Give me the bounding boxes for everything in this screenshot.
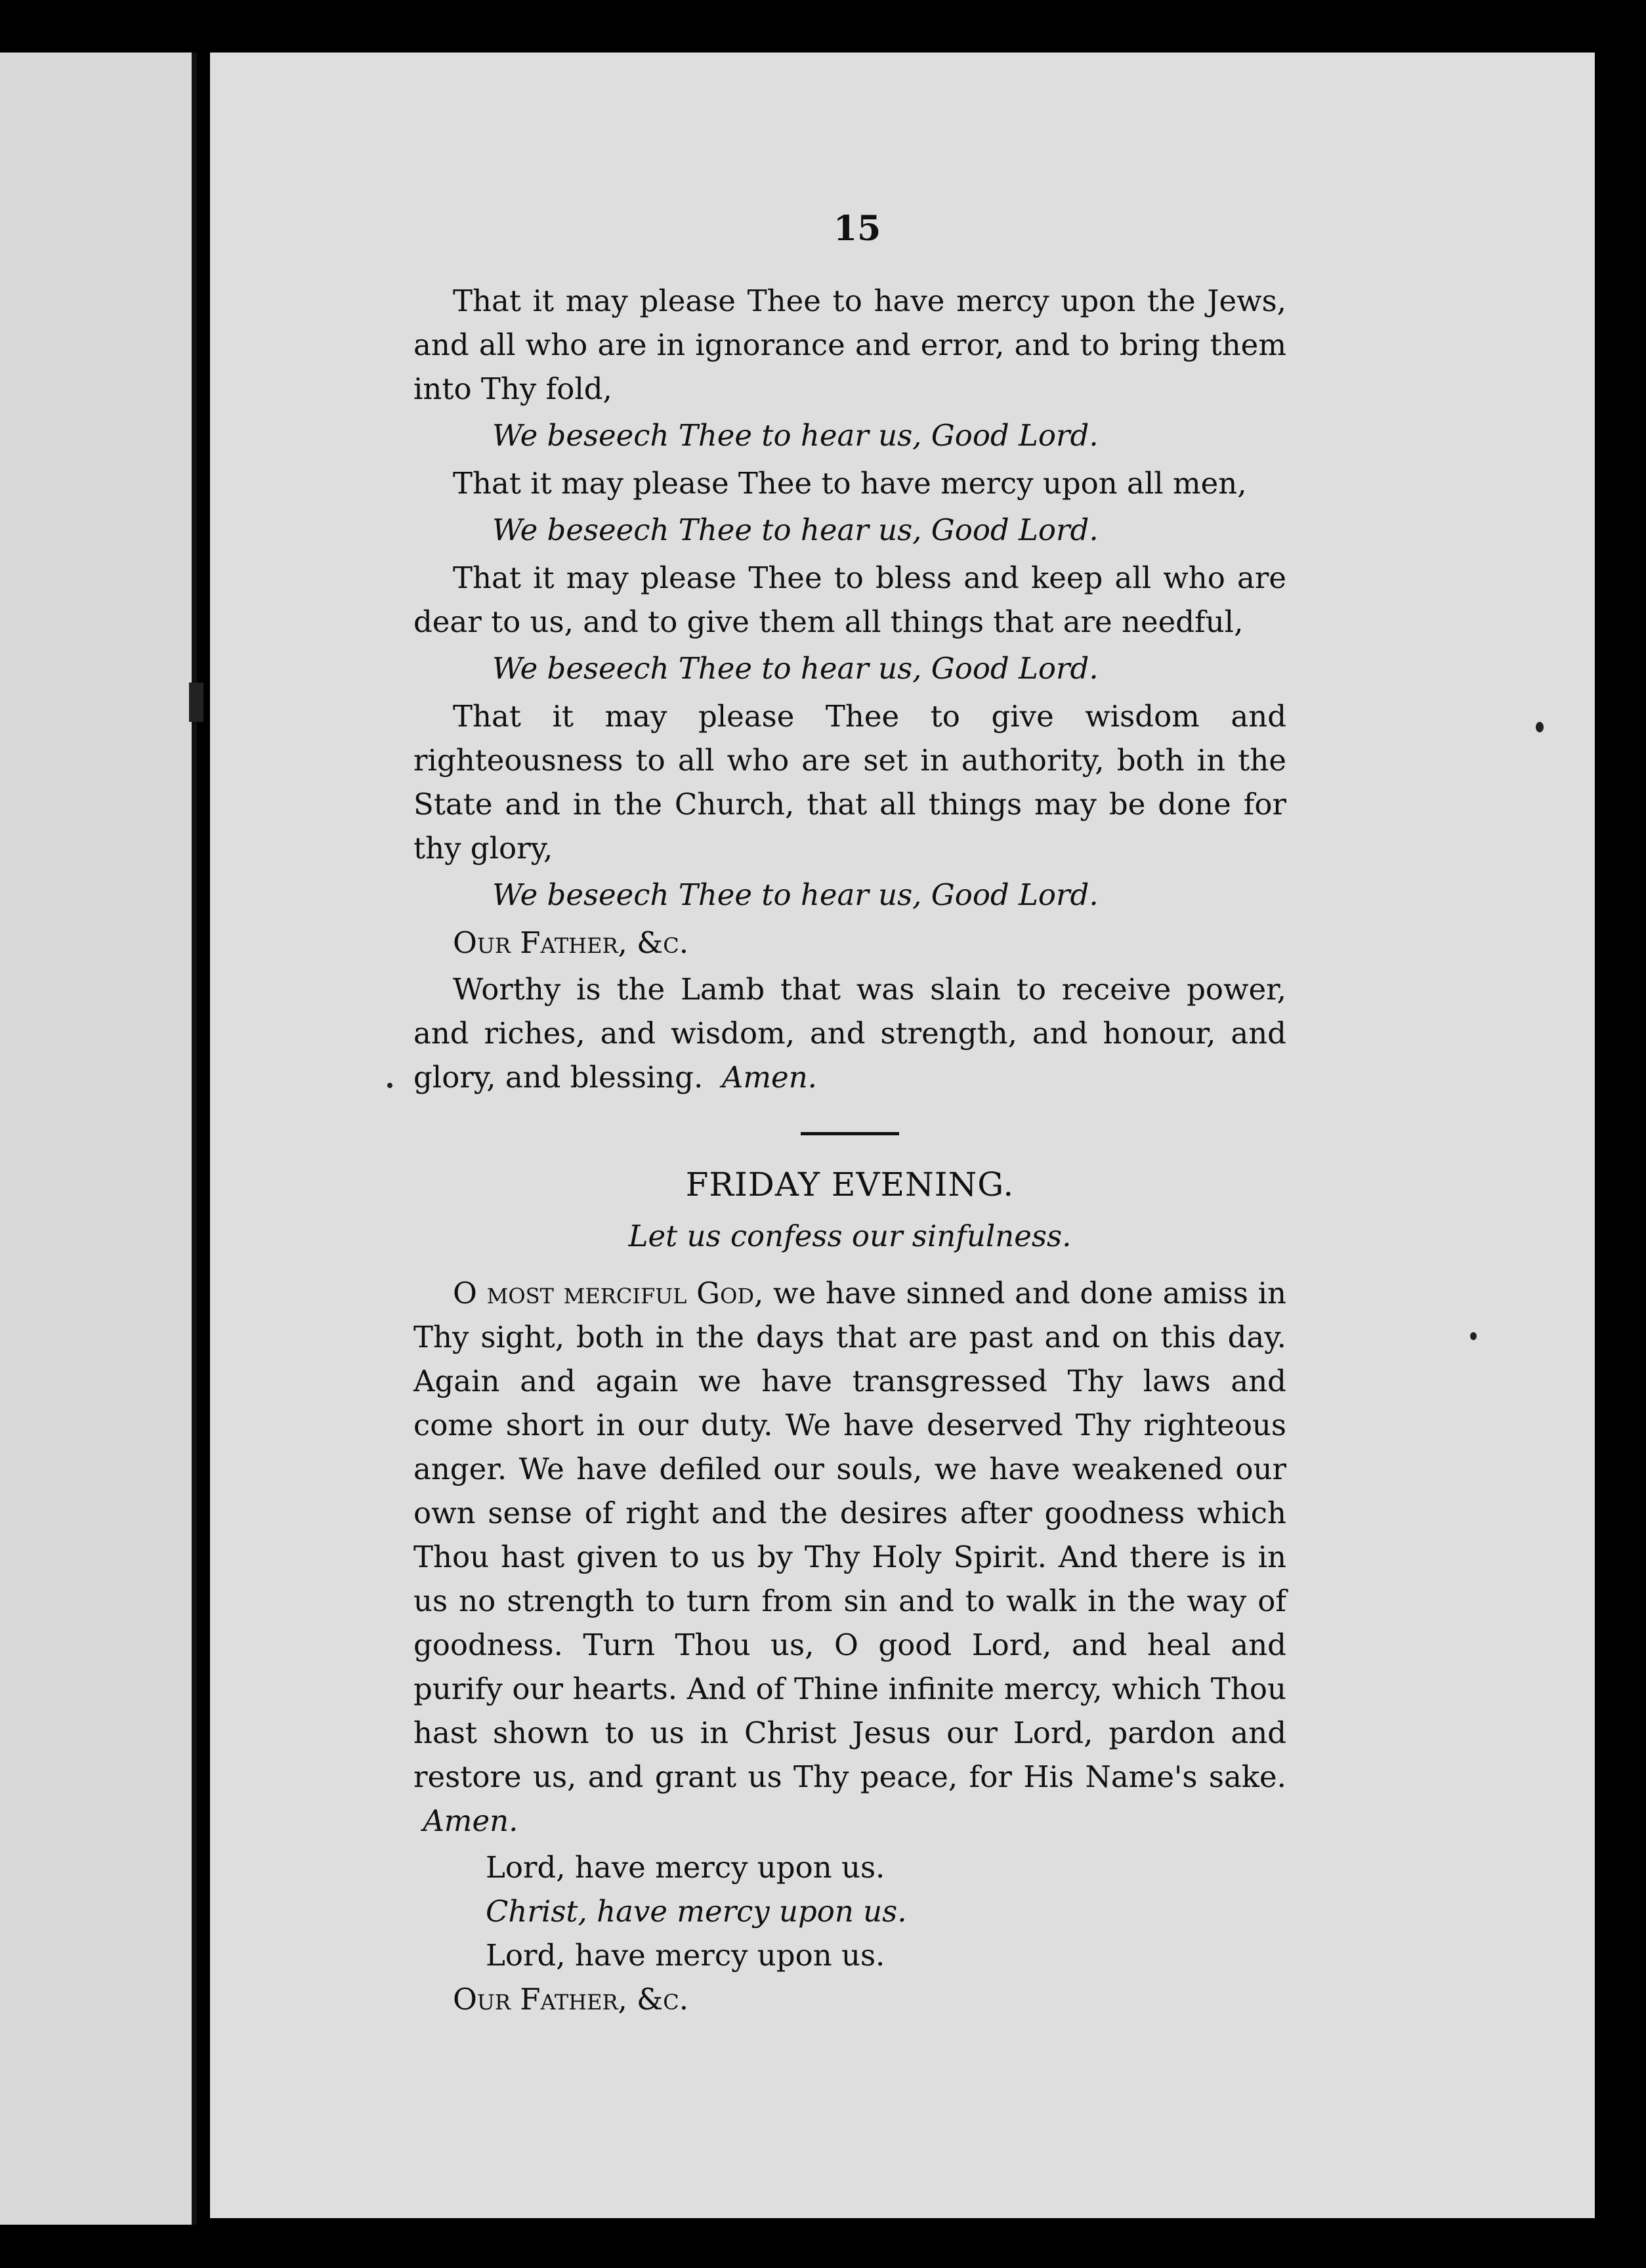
confession-prayer xyxy=(413,1271,1286,1843)
litany-petition: That it may please Thee to have mercy upon all men, xyxy=(453,466,1247,501)
speck xyxy=(1470,1332,1477,1340)
facing-page-edge xyxy=(0,52,197,2225)
doxology-text: Worthy is the Lamb that was slain to receive power, and riches, and wisdom, and strength, and honour, and glory, and blessing. xyxy=(413,972,1286,1095)
kyrie-line: Lord, have mercy upon us. xyxy=(486,1938,885,1973)
page-number: 15 xyxy=(834,209,881,249)
litany-response: We beseech Thee to hear us, Good Lord. xyxy=(492,418,1099,453)
binding-mark xyxy=(189,682,203,722)
confession-opening: O most merciful God, xyxy=(453,1276,764,1311)
speck xyxy=(387,1083,392,1088)
kyrie-line: Christ, have mercy upon us. xyxy=(486,1894,907,1929)
doxology xyxy=(413,967,1286,1099)
section-title: FRIDAY EVENING. xyxy=(685,1166,1015,1204)
doxology-amen: Amen. xyxy=(721,1060,817,1095)
litany-petition: That it may please Thee to bless and keep all who are dear to us, and to give them all things that are needful, xyxy=(413,560,1286,639)
litany-response: We beseech Thee to hear us, Good Lord. xyxy=(492,513,1099,547)
kyrie-line: Lord, have mercy upon us. xyxy=(486,1850,885,1885)
litany-response: We beseech Thee to hear us, Good Lord. xyxy=(492,877,1099,912)
page-body xyxy=(413,279,1286,2024)
speck xyxy=(1536,722,1544,732)
litany-petition: That it may please Thee to give wisdom and righteousness to all who are set in authority, both in the State and in the Church, that all things may be done for thy glory, xyxy=(413,699,1286,866)
our-father-rubric: Our Father, &c. xyxy=(453,925,688,960)
litany-response: We beseech Thee to hear us, Good Lord. xyxy=(492,651,1099,686)
confession-amen: Amen. xyxy=(423,1803,518,1838)
litany-petition: That it may please Thee to have mercy upon the Jews, and all who are in ignorance and error, and to bring them into Thy fold, xyxy=(413,284,1286,406)
section-divider xyxy=(801,1132,899,1135)
section-subtitle: Let us confess our sinfulness. xyxy=(628,1219,1072,1253)
confession-text: we have sinned and done amiss in Thy sight, both in the days that are past and on this day. Again and again we have transgressed Thy laws and come short in our duty. We have deserved Thy righteous anger. We have defiled our souls, we have weakened our own sense of right and the desires after goodness which Thou hast given to us by Thy Holy Spirit. And there is in us no strength to turn from sin and to walk in the way of goodness. Turn Thou us, O good Lord, and heal and purify our hearts. And of Thine infinite mercy, which Thou hast shown to us in Christ Jesus our Lord, pardon and restore us, and grant us Thy peace, for His Name's sake. xyxy=(413,1276,1286,1794)
our-father-rubric: Our Father, &c. xyxy=(453,1982,688,2017)
